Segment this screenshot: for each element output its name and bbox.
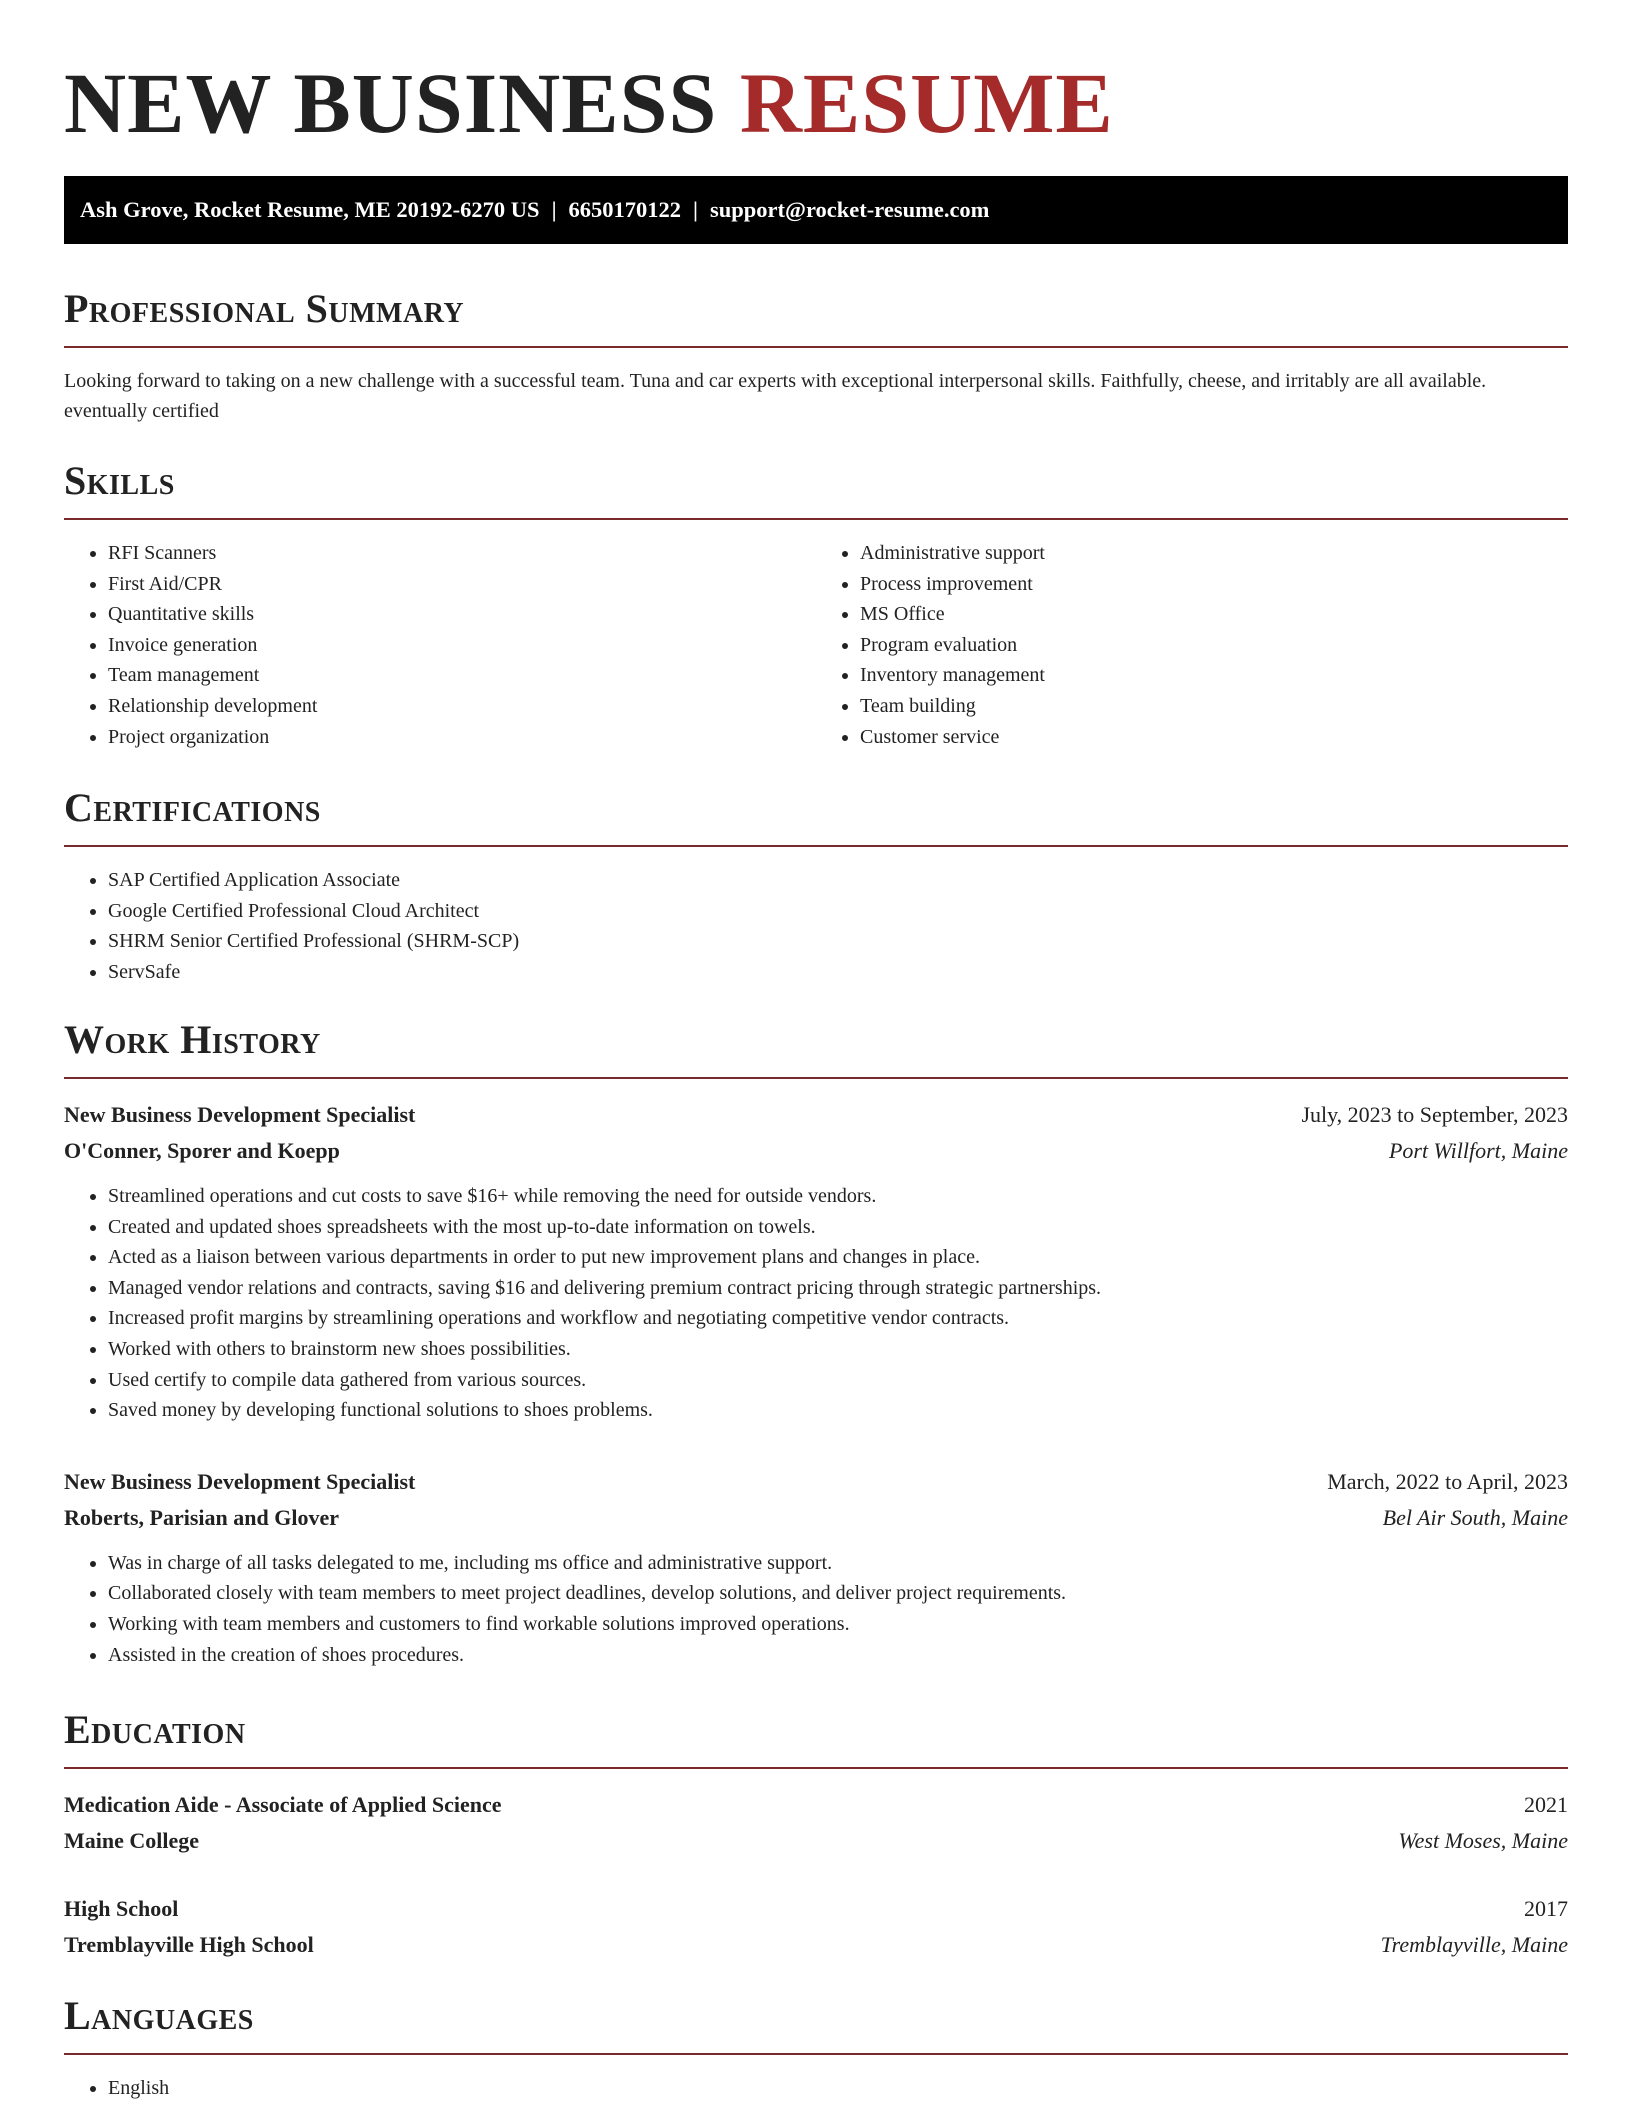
education-degree: High School <box>64 1896 179 1921</box>
skills-list-left <box>64 538 816 752</box>
job-bullet: • Was in charge of all tasks delegated to me, including ms office and administrative support. <box>108 1548 1568 1579</box>
certification-item: • SHRM Senior Certified Professional (SHRM-SCP) <box>108 926 1568 957</box>
job-bullet: • Assisted in the creation of shoes procedures. <box>108 1640 1568 1671</box>
languages-section <box>64 1993 1568 2104</box>
skill-item: • First Aid/CPR <box>108 569 816 600</box>
contact-phone[interactable]: 6650170122 <box>568 197 682 222</box>
skill-item: • Team building <box>860 691 1568 722</box>
title-main: NEW BUSINESS <box>64 55 718 151</box>
certification-item: • ServSafe <box>108 957 1568 988</box>
job-dates: July, 2023 to September, 2023 <box>1301 1102 1568 1127</box>
job-title: New Business Development Specialist <box>64 1102 416 1127</box>
job-bullet: • Streamlined operations and cut costs to save $16+ while removing the need for outside vendors. <box>108 1181 1568 1212</box>
skills-grid <box>64 538 1568 752</box>
certification-item: • SAP Certified Application Associate <box>108 865 1568 896</box>
resume-title <box>64 0 1568 176</box>
job-location: Bel Air South, Maine <box>1382 1504 1568 1530</box>
job-company: O'Conner, Sporer and Koepp <box>64 1138 340 1163</box>
education-degree-row <box>64 1891 1568 1927</box>
contact-address: Ash Grove, Rocket Resume, ME 20192-6270 US <box>80 197 540 222</box>
skills-section <box>64 458 1568 752</box>
job-bullet: • Collaborated closely with team members to meet project deadlines, develop solutions, and deliver project requirements. <box>108 1578 1568 1609</box>
work-history-section <box>64 1017 1568 1670</box>
skills-column-right <box>816 538 1568 752</box>
language-item: • English <box>108 2073 1568 2104</box>
job-bullet: • Used certify to compile data gathered from various sources. <box>108 1365 1568 1396</box>
certification-item: • Google Certified Professional Cloud Architect <box>108 896 1568 927</box>
education-degree-row <box>64 1787 1568 1823</box>
job-bullet: • Managed vendor relations and contracts, saving $16 and delivering premium contract pricing through strategic partnerships. <box>108 1273 1568 1304</box>
languages-list <box>64 2073 1568 2104</box>
skill-item: • Team management <box>108 660 816 691</box>
education-school-row <box>64 1927 1568 1963</box>
job-location: Port Willfort, Maine <box>1388 1138 1568 1163</box>
skill-item: • Process improvement <box>860 569 1568 600</box>
job-entry <box>64 1464 1568 1670</box>
job-bullet: • Saved money by developing functional solutions to shoes problems. <box>108 1395 1568 1426</box>
job-bullet: • Worked with others to brainstorm new shoes possibilities. <box>108 1334 1568 1365</box>
skill-item: • Invoice generation <box>108 630 816 661</box>
job-bullet: • Working with team members and customers to find workable solutions improved operations. <box>108 1609 1568 1640</box>
summary-heading: Professional Summary <box>64 286 1568 348</box>
skills-heading: Skills <box>64 458 1568 520</box>
education-year: 2021 <box>1524 1792 1568 1817</box>
skills-list-right <box>816 538 1568 752</box>
job-title-row <box>64 1097 1568 1133</box>
job-title-row <box>64 1464 1568 1500</box>
job-bullet: • Increased profit margins by streamlining operations and workflow and negotiating competitive vendor contracts. <box>108 1303 1568 1334</box>
job-title: New Business Development Specialist <box>64 1468 416 1494</box>
job-bullet: • Created and updated shoes spreadsheets with the most up-to-date information on towels. <box>108 1212 1568 1243</box>
education-entry <box>64 1891 1568 1963</box>
contact-separator: | <box>551 197 557 222</box>
skill-item: • Relationship development <box>108 691 816 722</box>
education-location: West Moses, Maine <box>1398 1828 1568 1853</box>
job-dates: March, 2022 to April, 2023 <box>1327 1468 1568 1494</box>
education-section <box>64 1707 1568 1963</box>
education-entry <box>64 1787 1568 1859</box>
education-school: Maine College <box>64 1828 200 1853</box>
education-location: Tremblayville, Maine <box>1380 1932 1568 1957</box>
skill-item: • Project organization <box>108 722 816 753</box>
skills-column-left <box>64 538 816 752</box>
job-bullets <box>64 1181 1568 1426</box>
contact-bar <box>64 176 1568 244</box>
education-degree: Medication Aide - Associate of Applied Science <box>64 1792 502 1817</box>
job-bullets <box>64 1548 1568 1670</box>
skill-item: • Customer service <box>860 722 1568 753</box>
work-history-heading: Work History <box>64 1017 1568 1079</box>
certifications-section <box>64 785 1568 987</box>
title-accent: RESUME <box>739 55 1114 151</box>
job-entry <box>64 1097 1568 1426</box>
skill-item: • Program evaluation <box>860 630 1568 661</box>
skill-item: • Inventory management <box>860 660 1568 691</box>
education-school: Tremblayville High School <box>64 1932 314 1957</box>
job-company-row <box>64 1133 1568 1169</box>
certifications-list <box>64 865 1568 987</box>
summary-text: Looking forward to taking on a new challenge with a successful team. Tuna and car experts with exceptional interpersonal skills. Faithfully, cheese, and irritably are all available. eventually certified <box>64 370 1487 422</box>
education-heading: Education <box>64 1707 1568 1769</box>
skill-item: • Quantitative skills <box>108 599 816 630</box>
job-company-row <box>64 1500 1568 1536</box>
skill-item: • Administrative support <box>860 538 1568 569</box>
education-year: 2017 <box>1524 1896 1568 1921</box>
summary-section <box>64 286 1568 426</box>
job-bullet: • Acted as a liaison between various departments in order to put new improvement plans and changes in place. <box>108 1242 1568 1273</box>
languages-heading: Languages <box>64 1993 1568 2055</box>
job-company: Roberts, Parisian and Glover <box>64 1504 339 1530</box>
education-school-row <box>64 1823 1568 1859</box>
contact-email[interactable]: support@rocket-resume.com <box>710 197 990 222</box>
certifications-heading: Certifications <box>64 785 1568 847</box>
skill-item: • RFI Scanners <box>108 538 816 569</box>
skill-item: • MS Office <box>860 599 1568 630</box>
contact-separator: | <box>693 197 698 222</box>
